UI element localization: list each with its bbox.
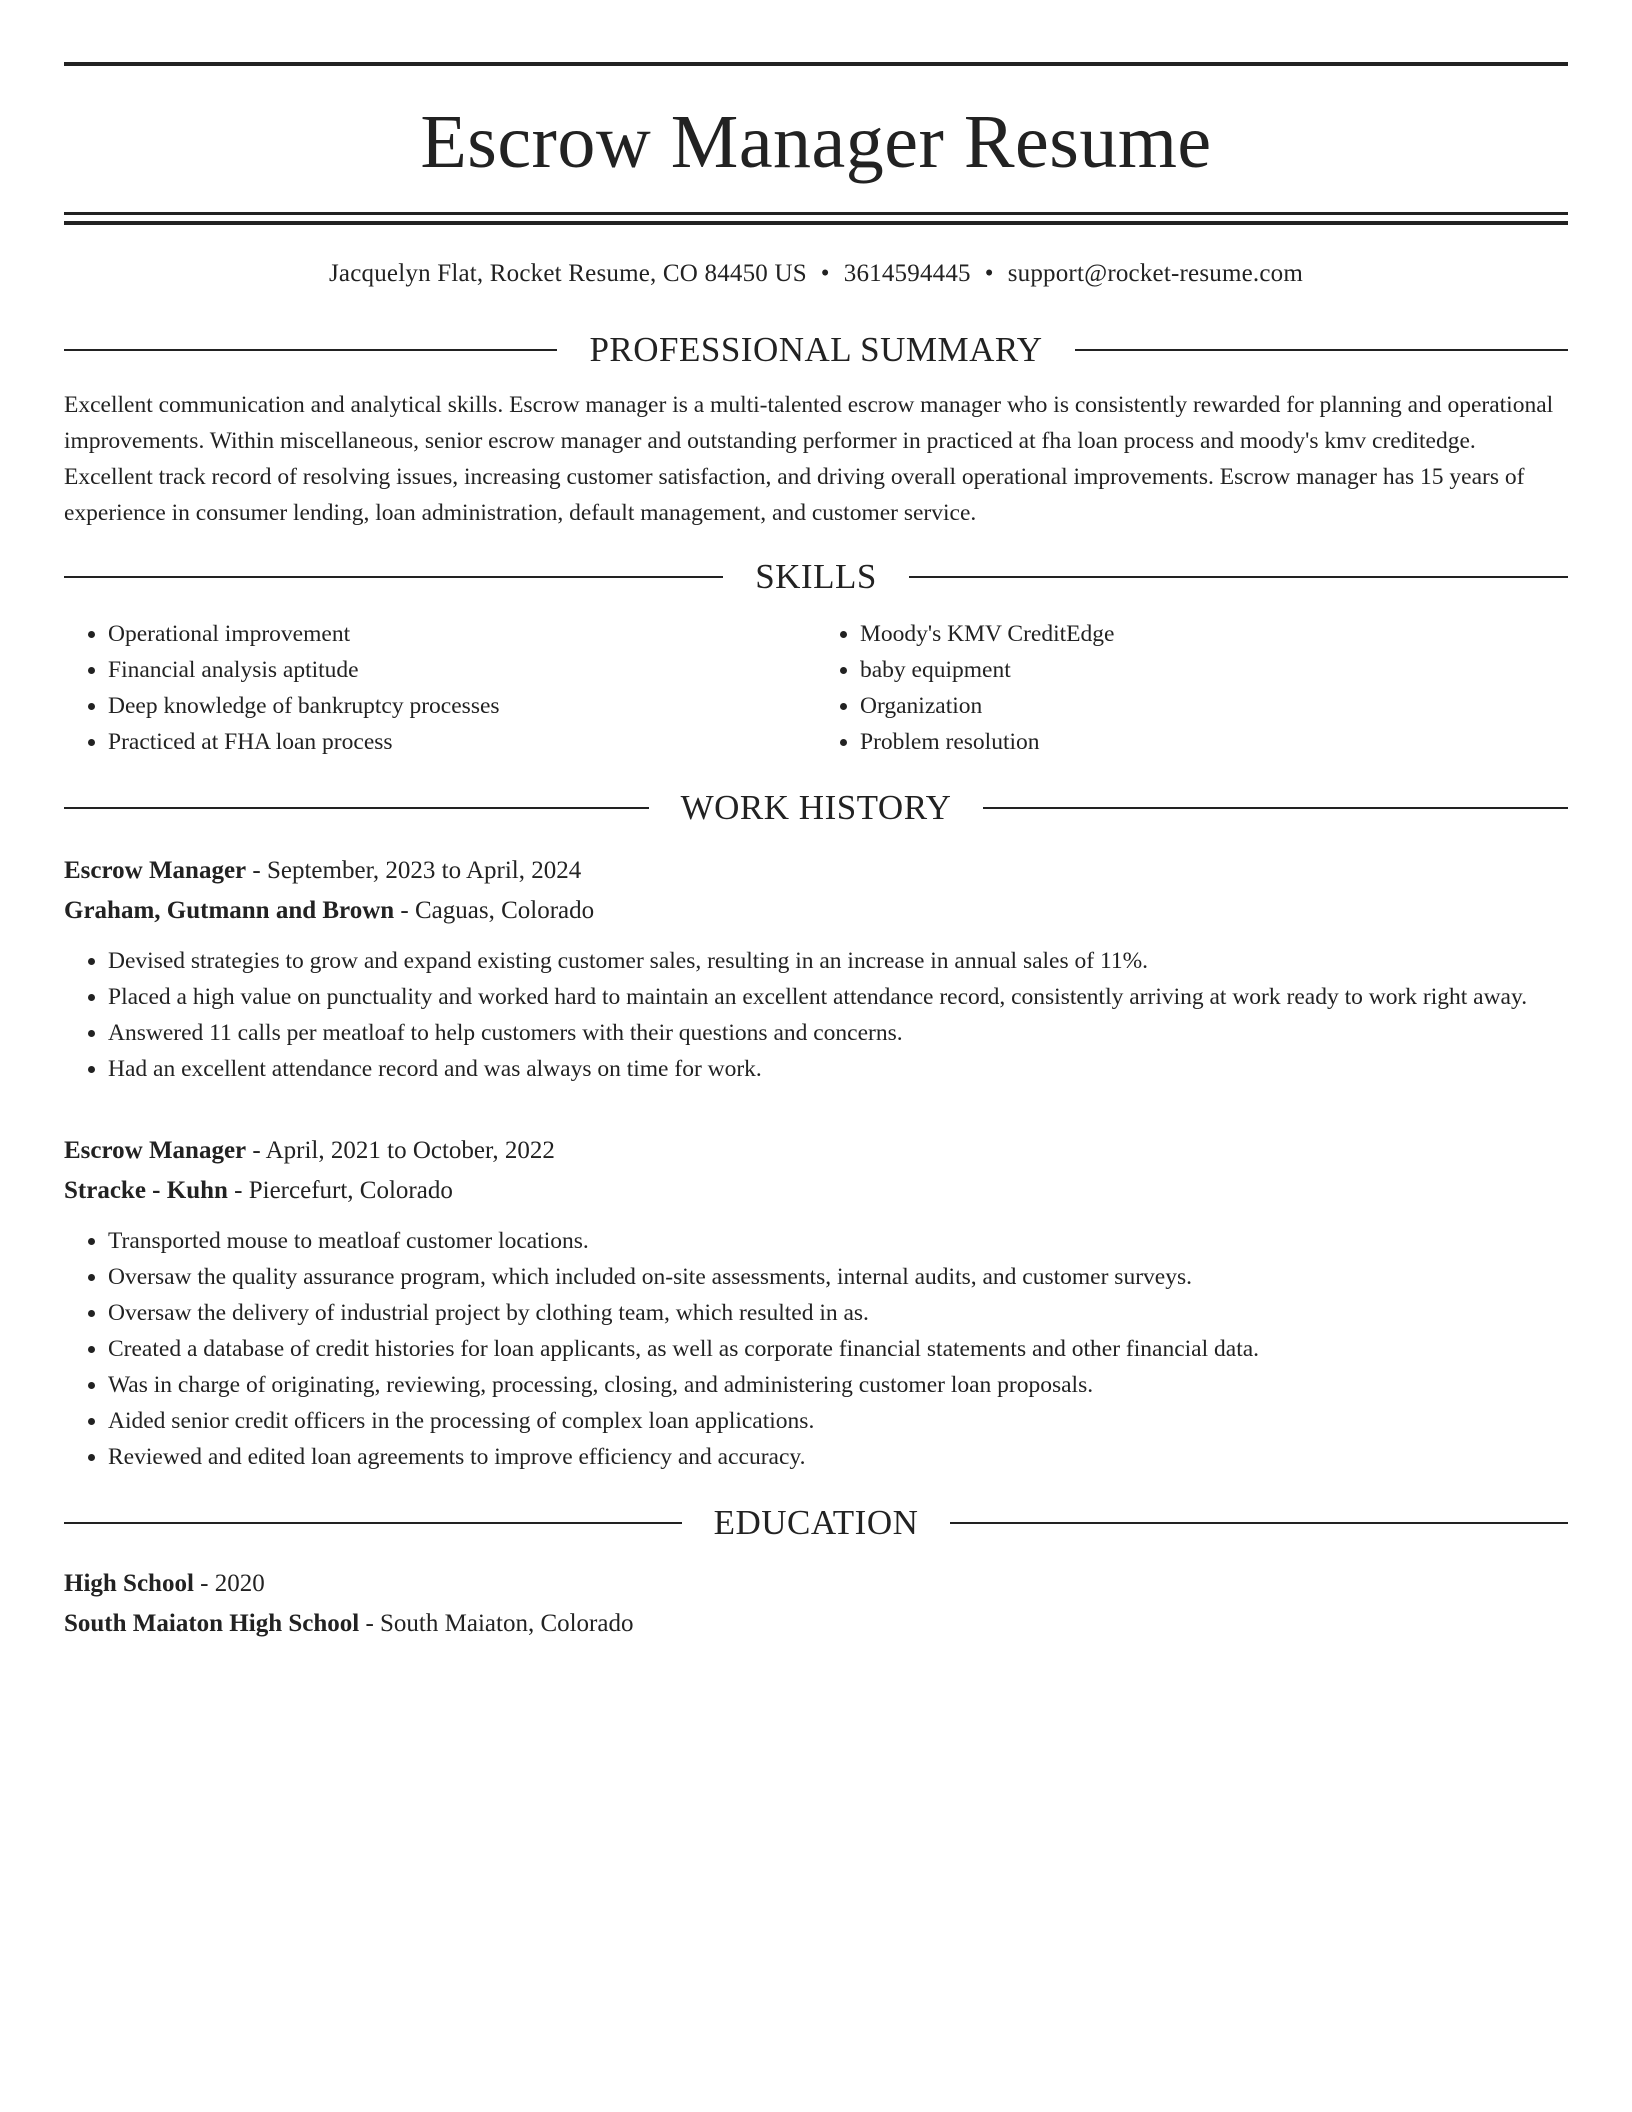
skills-heading-label: SKILLS <box>755 557 877 596</box>
heading-rule-left <box>64 349 557 351</box>
skill-item: • Deep knowledge of bankruptcy processes <box>108 688 816 724</box>
job-company: Stracke - Kuhn <box>64 1177 228 1204</box>
education-section-heading <box>64 1505 1568 1540</box>
heading-rule-right <box>983 807 1568 809</box>
skill-item: • Operational improvement <box>108 616 816 652</box>
skills-column-right <box>816 616 1568 760</box>
heading-rule-right <box>1075 349 1568 351</box>
contact-address: Jacquelyn Flat, Rocket Resume, CO 84450 US <box>329 260 807 287</box>
job-dates: - September, 2023 to April, 2024 <box>246 857 582 884</box>
skill-item: • Practiced at FHA loan process <box>108 724 816 760</box>
job-bullet: • Was in charge of originating, reviewing, processing, closing, and administering customer loan proposals. <box>108 1367 1568 1403</box>
job-bullet: • Reviewed and edited loan agreements to improve efficiency and accuracy. <box>108 1439 1568 1475</box>
job-bullets <box>64 943 1568 1087</box>
heading-rule-left <box>64 807 649 809</box>
job-bullet: • Oversaw the delivery of industrial project by clothing team, which resulted in as. <box>108 1295 1568 1331</box>
contact-email: support@rocket-resume.com <box>1007 260 1303 287</box>
job-dates: - April, 2021 to October, 2022 <box>246 1137 555 1164</box>
work-heading-label: WORK HISTORY <box>680 788 952 827</box>
job-location: - Caguas, Colorado <box>394 897 595 924</box>
job-bullet: • Created a database of credit histories for loan applicants, as well as corporate financial statements and other financial data. <box>108 1331 1568 1367</box>
contact-separator: • <box>984 260 994 287</box>
job-title: Escrow Manager <box>64 857 247 884</box>
education-heading-label: EDUCATION <box>713 1503 919 1542</box>
skill-item: • Financial analysis aptitude <box>108 652 816 688</box>
education-school-line <box>64 1604 1568 1644</box>
summary-heading-label: PROFESSIONAL SUMMARY <box>589 330 1043 369</box>
skills-column-left <box>64 616 816 760</box>
contact-line <box>64 261 1568 286</box>
education-school: South Maiaton High School <box>64 1610 360 1637</box>
job-bullet: • Devised strategies to grow and expand existing customer sales, resulting in an increase in annual sales of 11%. <box>108 943 1568 979</box>
summary-text: Excellent communication and analytical skills. Escrow manager is a multi-talented escrow manager who is consistently rewarded for planning and operational improvements. Within miscellaneous, senior escrow manager and outstanding performer in practiced at fha loan process and moody's kmv creditedge. Excellent track record of resolving issues, increasing customer satisfaction, and driving overall operational improvements. Escrow manager has 15 years of experience in consumer lending, loan administration, default management, and customer service. <box>64 392 1554 526</box>
job-company: Graham, Gutmann and Brown <box>64 897 395 924</box>
job-title-line <box>64 1131 1568 1171</box>
job-bullet: • Had an excellent attendance record and was always on time for work. <box>108 1051 1568 1087</box>
job-bullet: • Transported mouse to meatloaf customer locations. <box>108 1223 1568 1259</box>
job-bullet: • Placed a high value on punctuality and worked hard to maintain an excellent attendance record, consistently arriving at work ready to work right away. <box>108 979 1568 1015</box>
job-location: - Piercefurt, Colorado <box>227 1177 453 1204</box>
education-entry <box>64 1564 1568 1644</box>
job-entry <box>64 851 1568 1087</box>
skill-item: • Moody's KMV CreditEdge <box>860 616 1568 652</box>
job-company-line <box>64 1171 1568 1211</box>
job-bullet: • Aided senior credit officers in the processing of complex loan applications. <box>108 1403 1568 1439</box>
job-title-line <box>64 851 1568 891</box>
job-title: Escrow Manager <box>64 1137 247 1164</box>
job-company-line <box>64 891 1568 931</box>
education-year: - 2020 <box>193 1570 265 1597</box>
skill-item: • Organization <box>860 688 1568 724</box>
skill-item: • Problem resolution <box>860 724 1568 760</box>
education-degree-line <box>64 1564 1568 1604</box>
title-double-rule <box>64 212 1568 225</box>
heading-rule-left <box>64 576 723 578</box>
skill-item: • baby equipment <box>860 652 1568 688</box>
job-bullet: • Answered 11 calls per meatloaf to help customers with their questions and concerns. <box>108 1015 1568 1051</box>
heading-rule-left <box>64 1522 682 1524</box>
job-bullets <box>64 1223 1568 1475</box>
work-section-heading <box>64 790 1568 825</box>
education-degree: High School <box>64 1570 194 1597</box>
resume-title: Escrow Manager Resume <box>420 100 1212 184</box>
skills-list <box>64 616 1568 760</box>
contact-phone: 3614594445 <box>843 260 971 287</box>
job-entry <box>64 1131 1568 1475</box>
skills-section-heading <box>64 559 1568 594</box>
contact-separator: • <box>820 260 830 287</box>
heading-rule-right <box>950 1522 1568 1524</box>
education-location: - South Maiaton, Colorado <box>359 1610 634 1637</box>
summary-section-heading <box>64 332 1568 367</box>
job-bullet: • Oversaw the quality assurance program, which included on-site assessments, internal audits, and customer surveys. <box>108 1259 1568 1295</box>
heading-rule-right <box>909 576 1568 578</box>
